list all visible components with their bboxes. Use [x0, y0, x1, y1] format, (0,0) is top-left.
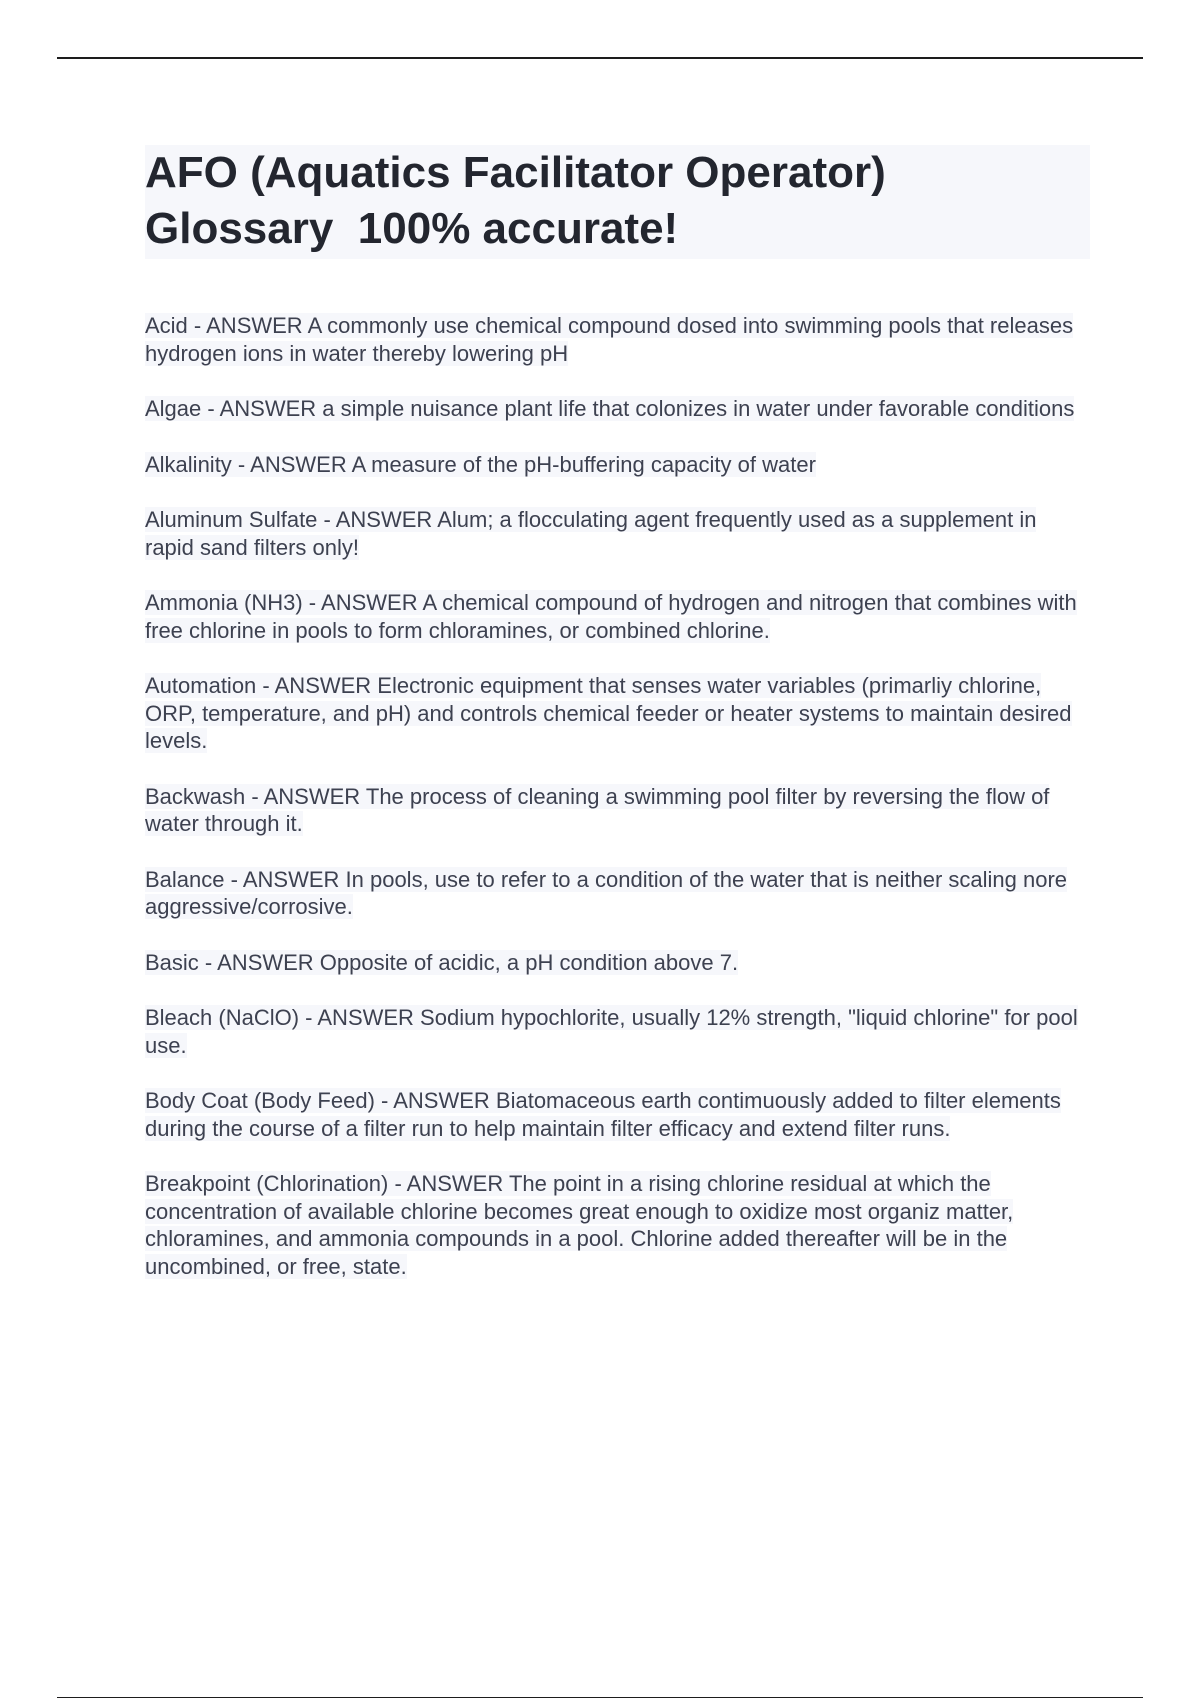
glossary-entry-basic — [145, 949, 1090, 977]
entry-text: Algae - ANSWER a simple nuisance plant life that colonizes in water under favorable conditions — [145, 396, 1075, 421]
bottom-rule — [57, 1697, 1143, 1698]
glossary-entry-balance — [145, 866, 1090, 921]
glossary-entry-bleach — [145, 1004, 1090, 1059]
glossary-entry-algae — [145, 395, 1090, 423]
document-title — [145, 145, 1090, 259]
entry-text: Bleach (NaClO) - ANSWER Sodium hypochlorite, usually 12% strength, "liquid chlorine" for pool use. — [145, 1005, 1078, 1058]
document-body — [145, 145, 1090, 1308]
glossary-entry-breakpoint — [145, 1170, 1090, 1280]
entry-text: Automation - ANSWER Electronic equipment that senses water variables (primarliy chlorine, ORP, temperature, and pH) and controls chemical feeder or heater systems to maintain desired levels. — [145, 673, 1072, 753]
glossary-entry-body-coat — [145, 1087, 1090, 1142]
entry-text: Breakpoint (Chlorination) - ANSWER The point in a rising chlorine residual at which the concentration of available chlorine becomes great enough to oxidize most organiz matter, chloramines, and ammonia compounds in a pool. Chlorine added thereafter will be in the uncombined, or free, state. — [145, 1171, 1014, 1279]
entry-text: Balance - ANSWER In pools, use to refer to a condition of the water that is neither scaling nore aggressive/corrosive. — [145, 866, 1068, 919]
title-line-2: Glossary 100% accurate! — [145, 204, 679, 253]
glossary-entry-automation — [145, 672, 1090, 755]
entry-text: Backwash - ANSWER The process of cleaning a swimming pool filter by reversing the flow of water through it. — [145, 783, 1050, 836]
entry-text: Body Coat (Body Feed) - ANSWER Biatomaceous earth contimuously added to filter elements during the course of a filter run to help maintain filter efficacy and extend filter runs. — [145, 1088, 1061, 1141]
entry-text: Acid - ANSWER A commonly use chemical compound dosed into swimming pools that releases hydrogen ions in water thereby lowering pH — [145, 313, 1074, 366]
glossary-entry-ammonia — [145, 589, 1090, 644]
entry-text: Alkalinity - ANSWER A measure of the pH-buffering capacity of water — [145, 451, 816, 477]
glossary-entry-aluminum-sulfate — [145, 506, 1090, 561]
glossary-entry-alkalinity — [145, 451, 1090, 479]
glossary-entries — [145, 312, 1090, 1280]
entry-text: Basic - ANSWER Opposite of acidic, a pH condition above 7. — [145, 949, 739, 975]
entry-text: Ammonia (NH3) - ANSWER A chemical compound of hydrogen and nitrogen that combines with free chlorine in pools to form chloramines, or combined chlorine. — [145, 590, 1077, 643]
top-rule — [57, 57, 1143, 59]
glossary-entry-backwash — [145, 783, 1090, 838]
glossary-entry-acid — [145, 312, 1090, 367]
title-line-1: AFO (Aquatics Facilitator Operator) — [145, 148, 886, 197]
entry-text: Aluminum Sulfate - ANSWER Alum; a flocculating agent frequently used as a supplement in rapid sand filters only! — [145, 507, 1037, 560]
